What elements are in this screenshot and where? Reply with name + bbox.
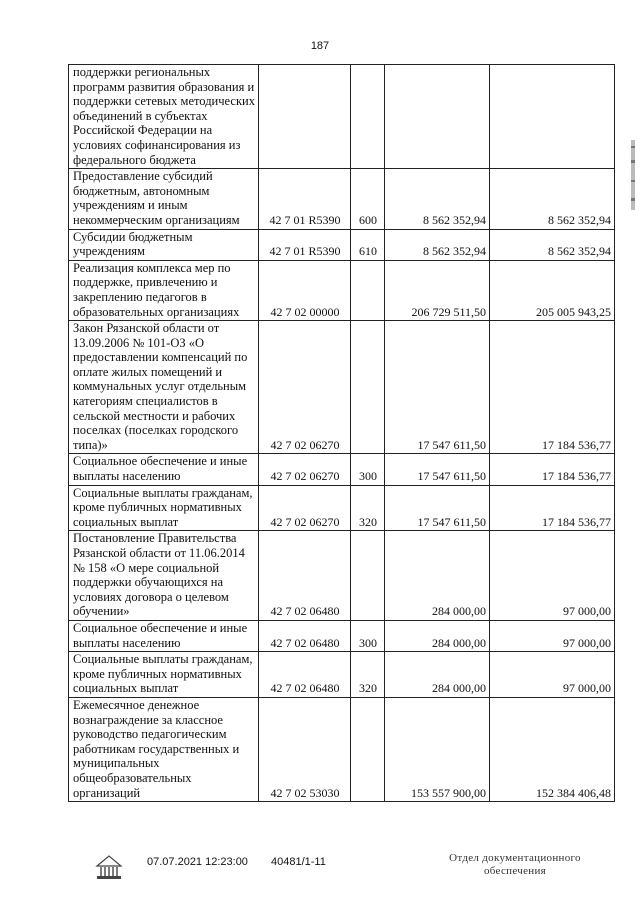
page-footer [0, 850, 640, 900]
row-expense-type: 610 [351, 229, 385, 260]
row-amount-first-year [385, 65, 490, 169]
row-amount-second-year: 8 562 352,94 [490, 169, 615, 229]
row-expense-type: 320 [351, 652, 385, 698]
row-expense-type: 300 [351, 620, 385, 651]
row-amount-second-year: 152 384 406,48 [490, 697, 615, 801]
row-amount-second-year: 205 005 943,25 [490, 260, 615, 320]
row-amount-second-year: 97 000,00 [490, 652, 615, 698]
row-description: Закон Рязанской области от 13.09.2006 № 101-ОЗ «О предоставлении компенсаций по оплате жилых помещений и коммунальных услуг отдельным категориям специалистов в сельской местности и рабочих поселках (поселках городского типа)» [69, 321, 259, 454]
row-expense-type [351, 65, 385, 169]
row-target-code: 42 7 02 06480 [259, 620, 351, 651]
row-expense-type [351, 697, 385, 801]
page-number: 187 [310, 40, 330, 52]
building-emblem-icon [94, 852, 124, 882]
row-description: Реализация комплекса мер по поддержке, привлечению и закреплению педагогов в образовательных организациях [69, 260, 259, 320]
budget-table [68, 64, 615, 802]
row-description: поддержки региональных программ развития образования и поддержки сетевых методических объединений в субъектах Российской Федерации на условиях софинансирования из федерального бюджета [69, 65, 259, 169]
table-row [69, 485, 615, 531]
row-target-code: 42 7 01 R5390 [259, 169, 351, 229]
row-amount-first-year: 153 557 900,00 [385, 697, 490, 801]
row-amount-first-year: 17 547 611,50 [385, 321, 490, 454]
row-target-code: 42 7 02 06270 [259, 485, 351, 531]
department-stamp: Отдел документационного обеспечения [449, 852, 581, 877]
table-row [69, 454, 615, 485]
row-amount-second-year: 17 184 536,77 [490, 454, 615, 485]
table-row [69, 169, 615, 229]
table-row [69, 260, 615, 320]
footer-datetime: 07.07.2021 12:23:00 [147, 856, 248, 868]
row-amount-first-year: 8 562 352,94 [385, 229, 490, 260]
table-row [69, 697, 615, 801]
row-target-code: 42 7 01 R5390 [259, 229, 351, 260]
row-description: Субсидии бюджетным учреждениям [69, 229, 259, 260]
row-target-code: 42 7 02 06480 [259, 652, 351, 698]
row-target-code [259, 65, 351, 169]
table-row [69, 321, 615, 454]
row-amount-second-year: 97 000,00 [490, 620, 615, 651]
row-target-code: 42 7 02 06270 [259, 321, 351, 454]
footer-doc-number: 40481/1-11 [271, 856, 326, 868]
row-expense-type: 320 [351, 485, 385, 531]
row-description: Социальное обеспечение и иные выплаты населению [69, 620, 259, 651]
row-description: Предоставление субсидий бюджетным, автономным учреждениям и иным некоммерческим организациям [69, 169, 259, 229]
row-amount-second-year: 17 184 536,77 [490, 321, 615, 454]
row-description: Социальное обеспечение и иные выплаты населению [69, 454, 259, 485]
row-target-code: 42 7 02 06270 [259, 454, 351, 485]
row-description: Постановление Правительства Рязанской области от 11.06.2014 № 158 «О мере социальной поддержки обучающихся на условиях договора о целевом обучении» [69, 531, 259, 621]
table-row [69, 65, 615, 169]
row-description: Ежемесячное денежное вознаграждение за классное руководство педагогическим работникам государственных и муниципальных общеобразовательных организаций [69, 697, 259, 801]
row-target-code: 42 7 02 53030 [259, 697, 351, 801]
row-expense-type [351, 321, 385, 454]
table-row [69, 229, 615, 260]
row-amount-first-year: 8 562 352,94 [385, 169, 490, 229]
row-amount-first-year: 284 000,00 [385, 531, 490, 621]
table-row [69, 531, 615, 621]
row-target-code: 42 7 02 00000 [259, 260, 351, 320]
scan-edge-marks [630, 140, 636, 210]
row-amount-second-year: 8 562 352,94 [490, 229, 615, 260]
row-description: Социальные выплаты гражданам, кроме публичных нормативных социальных выплат [69, 652, 259, 698]
row-target-code: 42 7 02 06480 [259, 531, 351, 621]
row-amount-first-year: 206 729 511,50 [385, 260, 490, 320]
table-row [69, 652, 615, 698]
row-amount-first-year: 284 000,00 [385, 620, 490, 651]
row-amount-first-year: 17 547 611,50 [385, 454, 490, 485]
row-amount-second-year [490, 65, 615, 169]
row-expense-type [351, 260, 385, 320]
row-expense-type: 600 [351, 169, 385, 229]
row-amount-second-year: 97 000,00 [490, 531, 615, 621]
table-row [69, 620, 615, 651]
row-expense-type [351, 531, 385, 621]
row-amount-first-year: 17 547 611,50 [385, 485, 490, 531]
row-expense-type: 300 [351, 454, 385, 485]
row-description: Социальные выплаты гражданам, кроме публичных нормативных социальных выплат [69, 485, 259, 531]
row-amount-first-year: 284 000,00 [385, 652, 490, 698]
row-amount-second-year: 17 184 536,77 [490, 485, 615, 531]
